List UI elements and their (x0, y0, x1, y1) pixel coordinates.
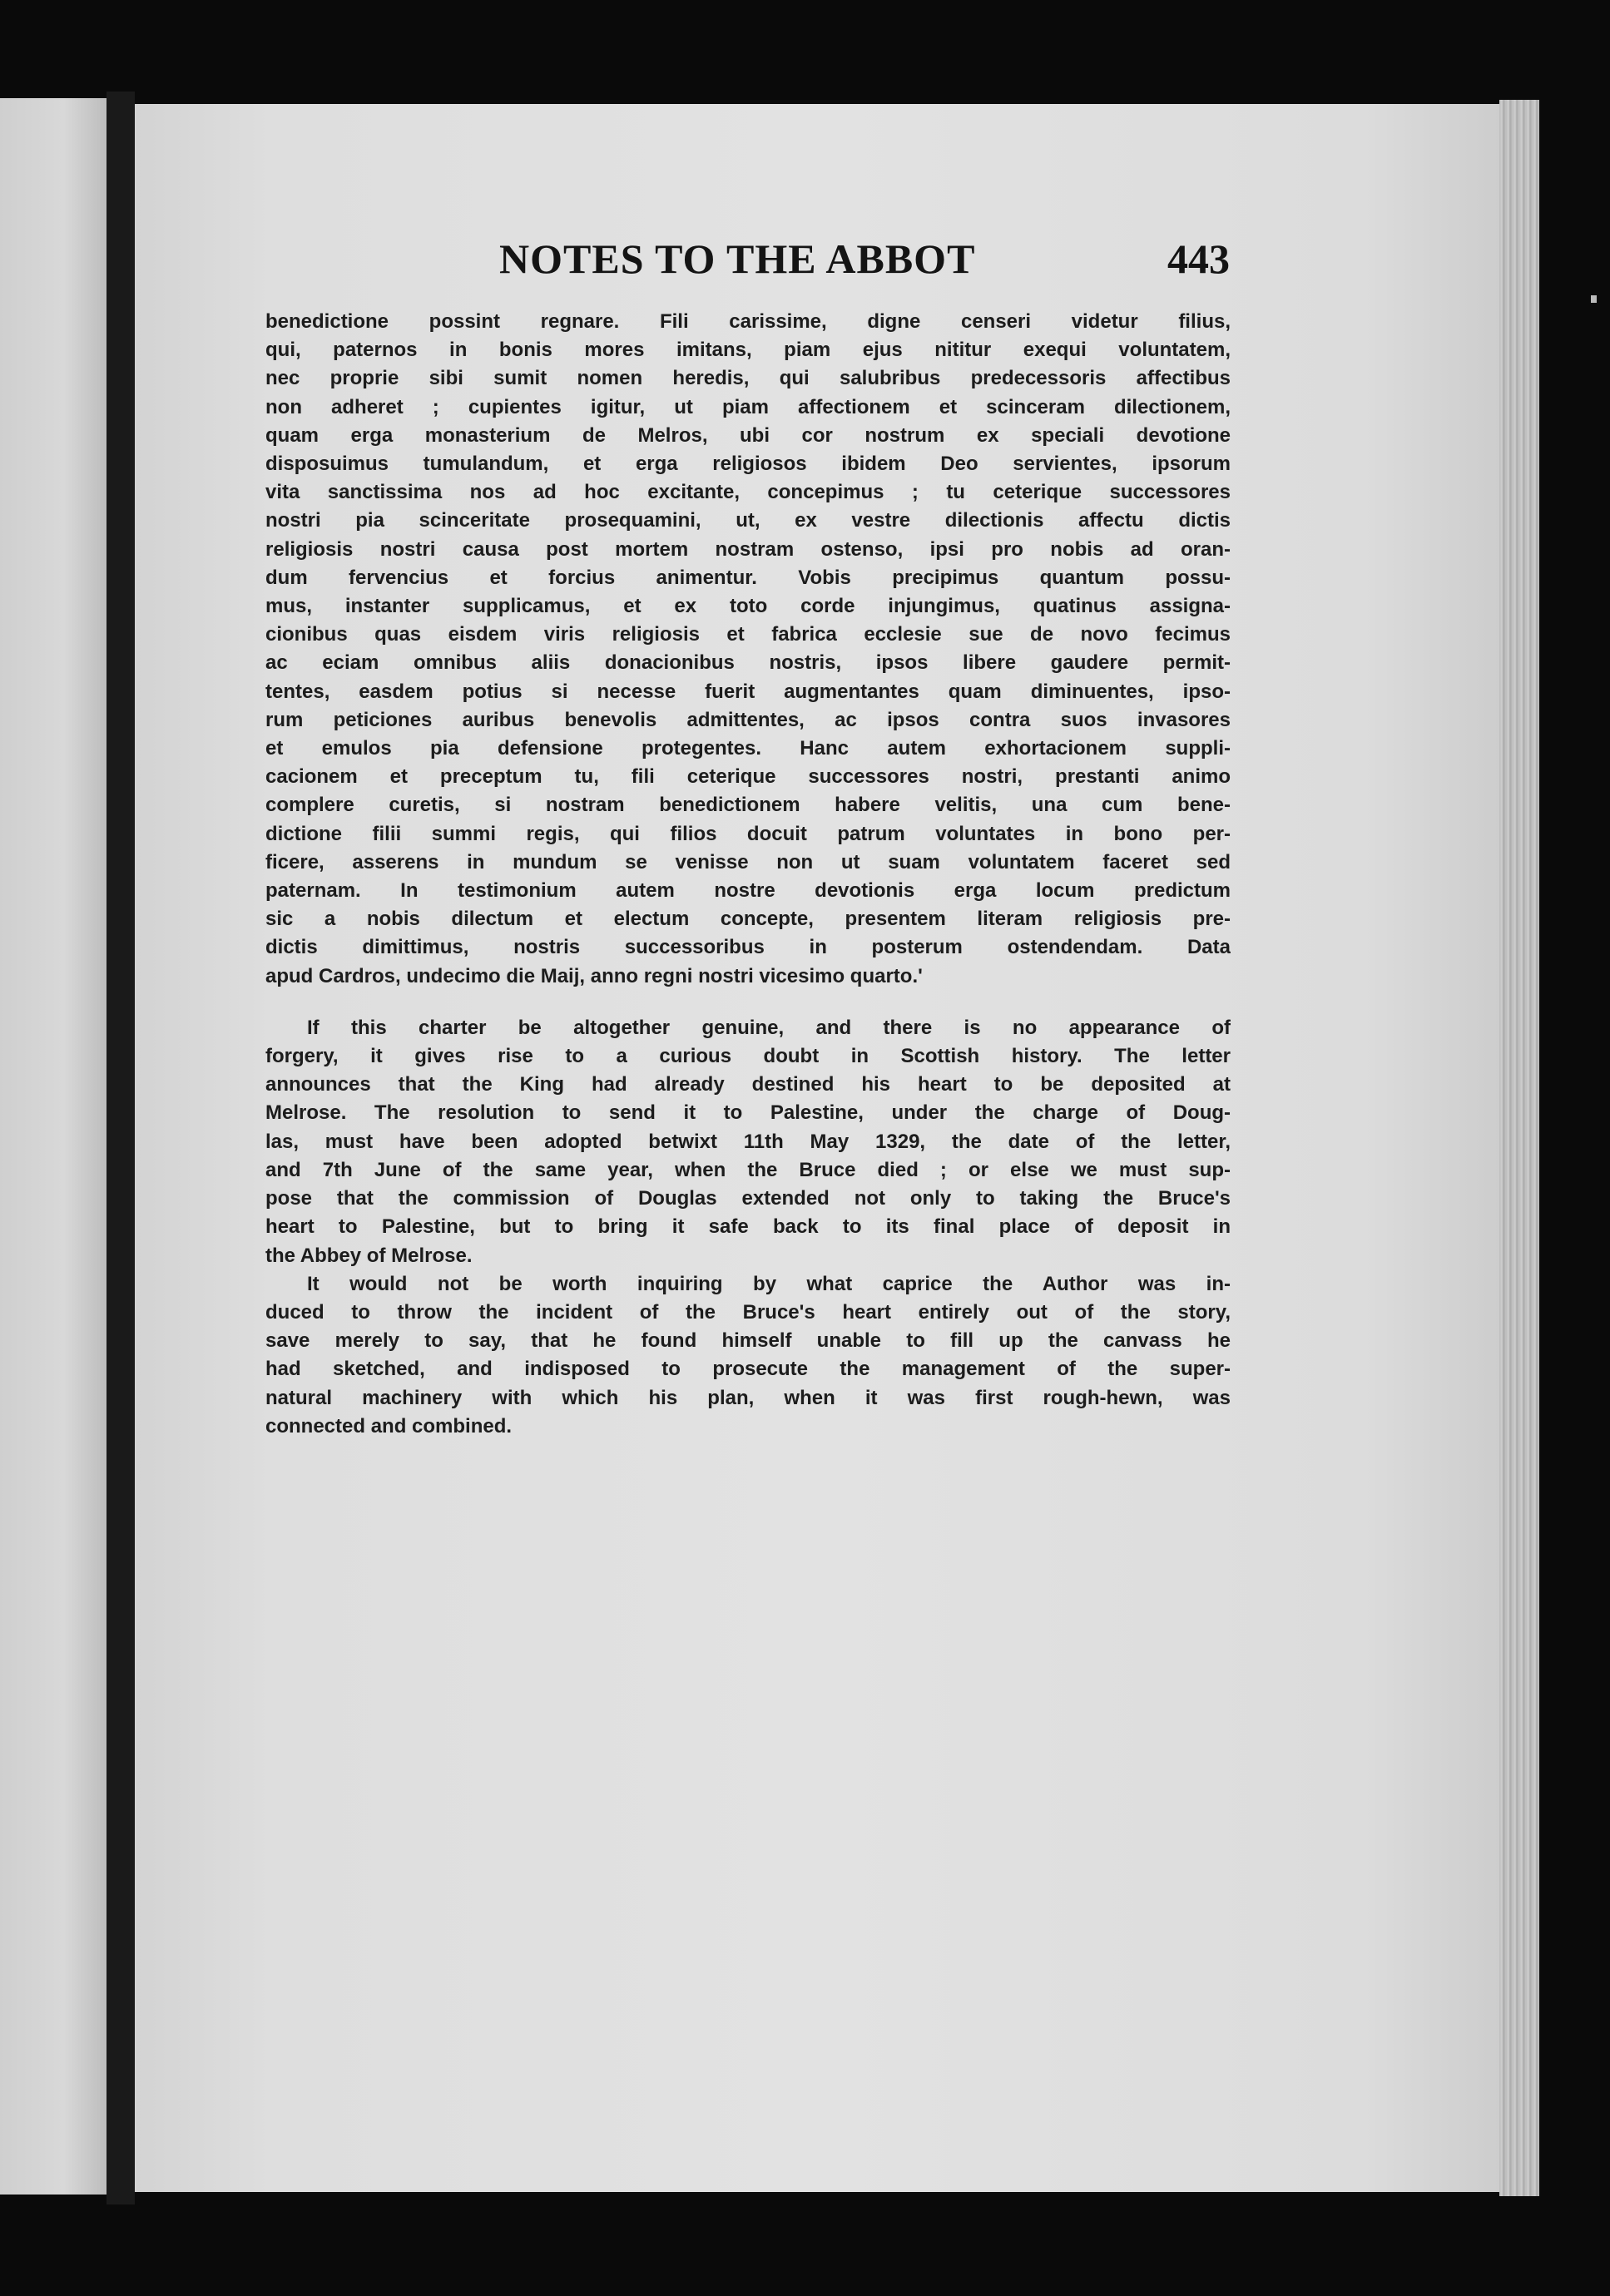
text-line: dum fervencius et forcius animentur. Vobis precipimus quantum possu- (265, 566, 1231, 589)
text-line: save merely to say, that he found himself unable to fill up the canvass he (265, 1329, 1231, 1353)
text-line: vita sanctissima nos ad hoc excitante, concepimus ; tu ceterique successores (265, 481, 1231, 504)
text-line: sic a nobis dilectum et electum concepte, presentem literam religiosis pre- (265, 908, 1231, 931)
text-line: non adheret ; cupientes igitur, ut piam affectionem et scinceram dilectionem, (265, 395, 1231, 418)
text-line: If this charter be altogether genuine, and there is no appearance of (307, 1016, 1231, 1039)
text-line: Melrose. The resolution to send it to Palestine, under the charge of Doug- (265, 1101, 1231, 1125)
text-line: nostri pia scinceritate prosequamini, ut, ex vestre dilectionis affectu dictis (265, 509, 1231, 532)
running-header: NOTES TO THE ABBOT (499, 235, 976, 282)
previous-page-edge (0, 98, 107, 2195)
text-line: complere curetis, si nostram benedictionem habere velitis, una cum bene- (265, 794, 1231, 817)
page-body (265, 308, 1231, 1441)
text-line: disposuimus tumulandum, et erga religiosos ibidem Deo servientes, ipsorum (265, 453, 1231, 476)
text-line: religiosis nostri causa post mortem nostram ostenso, ipsi pro nobis ad oran- (265, 537, 1231, 561)
page-number: 443 (1167, 235, 1230, 282)
text-line: connected and combined. (265, 1414, 513, 1437)
text-line: natural machinery with which his plan, when it was first rough-hewn, was (265, 1386, 1231, 1409)
text-line: cionibus quas eisdem viris religiosis et fabrica ecclesie sue de novo fecimus (265, 623, 1231, 646)
text-line: quam erga monasterium de Melros, ubi cor nostrum ex speciali devotione (265, 423, 1231, 447)
text-line: nec proprie sibi sumit nomen heredis, qui salubribus predecessoris affectibus (265, 367, 1231, 390)
text-line: las, must have been adopted betwixt 11th May 1329, the date of the letter, (265, 1130, 1231, 1153)
text-line: dictis dimittimus, nostris successoribus in posterum ostendendam. Data (265, 936, 1231, 959)
text-line: pose that the commission of Douglas extended not only to taking the Bruce's (265, 1187, 1231, 1210)
text-line: benedictione possint regnare. Fili carissime, digne censeri videtur filius, (265, 310, 1231, 333)
text-line: the Abbey of Melrose. (265, 1244, 473, 1267)
text-line: forgery, it gives rise to a curious doubt in Scottish history. The letter (265, 1045, 1231, 1068)
text-line: dictione filii summi regis, qui filios docuit patrum voluntates in bono per- (265, 822, 1231, 845)
paragraph-author-caprice (265, 1270, 1231, 1441)
text-line: tentes, easdem potius si necesse fuerit augmentantes quam diminuentes, ipso- (265, 680, 1231, 703)
text-line: qui, paternos in bonis mores imitans, piam ejus nititur exequi voluntatem, (265, 339, 1231, 362)
text-line: ficere, asserens in mundum se venisse non ut suam voluntatem faceret sed (265, 850, 1231, 873)
text-line: ac eciam omnibus aliis donacionibus nostris, ipsos libere gaudere permit- (265, 651, 1231, 675)
text-line: duced to throw the incident of the Bruce's heart entirely out of the story, (265, 1300, 1231, 1324)
text-line: rum peticiones auribus benevolis admittentes, ac ipsos contra suos invasores (265, 708, 1231, 731)
paragraph-charter-doubt (265, 1014, 1231, 1270)
text-line: apud Cardros, undecimo die Maij, anno regni nostri vicesimo quarto.' (265, 964, 923, 987)
text-line: et emulos pia defensione protegentes. Hanc autem exhortacionem suppli- (265, 737, 1231, 760)
scan-edge-mark (1591, 295, 1597, 303)
text-line: cacionem et preceptum tu, fili ceterique successores nostri, prestanti animo (265, 765, 1231, 789)
text-line: heart to Palestine, but to bring it safe back to its final place of deposit in (265, 1215, 1231, 1239)
text-line: and 7th June of the same year, when the Bruce died ; or else we must sup- (265, 1158, 1231, 1181)
latin-passage (265, 308, 1231, 991)
text-line: It would not be worth inquiring by what caprice the Author was in- (307, 1272, 1231, 1295)
text-line: mus, instanter supplicamus, et ex toto corde injungimus, quatinus assigna- (265, 595, 1231, 618)
text-line: had sketched, and indisposed to prosecute the management of the super- (265, 1358, 1231, 1381)
paragraph-gap (265, 991, 1231, 1014)
text-line: paternam. In testimonium autem nostre devotionis erga locum predictum (265, 879, 1231, 903)
stacked-page-edges (1499, 100, 1539, 2196)
text-line: announces that the King had already destined his heart to be deposited at (265, 1073, 1231, 1096)
book-gutter (107, 92, 135, 2204)
